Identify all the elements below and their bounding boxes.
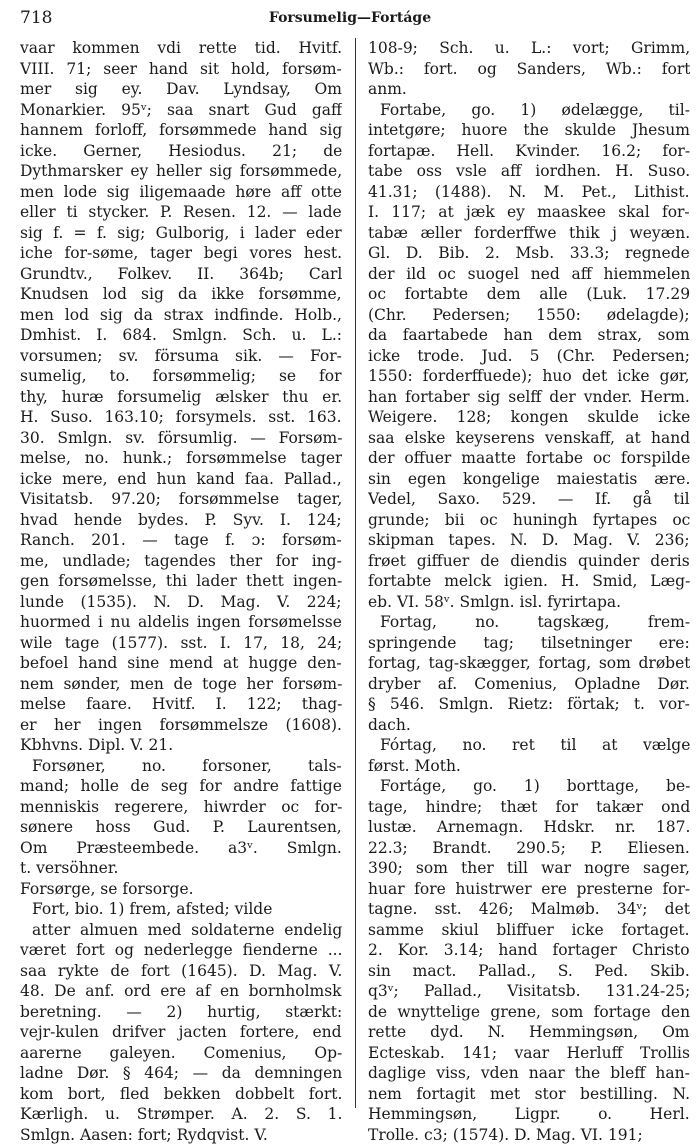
text-line: grunde; bii oc huningh fyrtapes oc	[368, 510, 690, 531]
text-line: vaar kommen vdi rette tid. Hvitf.	[20, 38, 342, 59]
text-line: huar fore huistrwer ere presterne for-	[368, 879, 690, 900]
text-line: icke mere, end hun kand faa. Pallad.,	[20, 469, 342, 490]
text-line: lunde (1535). N. D. Mag. V. 224;	[20, 592, 342, 613]
text-line: VIII. 71; seer hand sit hold, forsøm-	[20, 59, 342, 80]
text-line: tabe oss vsle aff iordhen. H. Suso.	[368, 161, 690, 182]
text-line: Grundtv., Folkev. II. 364b; Carl	[20, 264, 342, 285]
text-line: § 546. Smlgn. Rietz: förtak; t. vor-	[368, 694, 690, 715]
text-line: saa rykte de fort (1645). D. Mag. V.	[20, 961, 342, 982]
text-line: er her ingen forsømmelsze (1608).	[20, 715, 342, 736]
running-title: Forsumelig—Fortáge	[20, 10, 680, 26]
text-line: Hemmingsøn, Ligpr. o. Herl.	[368, 1104, 690, 1125]
text-line: frøet giffuer de diendis quinder deris	[368, 551, 690, 572]
text-line: Fórtag, no. ret til at vælge	[368, 735, 690, 756]
text-line: saa elske keyserens venskaff, at hand	[368, 428, 690, 449]
text-line: thy, huræ forsumelig ælsker thu er.	[20, 387, 342, 408]
text-line: dryber af. Comenius, Opladne Dør.	[368, 674, 690, 695]
text-line: Fortag, no. tagskæg, frem-	[368, 612, 690, 633]
text-line: Ranch. 201. — tage f. ɔ: forsøm-	[20, 530, 342, 551]
text-line: Fortáge, go. 1) borttage, be-	[368, 776, 690, 797]
text-line: men lode sig iligemaade høre aff otte	[20, 182, 342, 203]
text-line: eller ti stycker. P. Resen. 12. — lade	[20, 202, 342, 223]
text-line: 22.3; Brandt. 290.5; P. Eliesen.	[368, 838, 690, 859]
left-column	[20, 38, 342, 1145]
text-line: eb. VI. 58ᵛ. Smlgn. isl. fyrirtapa.	[368, 592, 690, 613]
text-line: 41.31; (1488). N. M. Pet., Lithist.	[368, 182, 690, 203]
text-line: hannem forloff, forsømmede hand sig	[20, 120, 342, 141]
text-line: rette dyd. N. Hemmingsøn, Om	[368, 1022, 690, 1043]
text-line: nem fortagit met stor bestilling. N.	[368, 1084, 690, 1105]
text-line: ladne Dør. § 464; — da demningen	[20, 1063, 342, 1084]
text-line: Forsørge, se forsorge.	[20, 879, 342, 900]
text-line: menniskis regerere, hiwrder oc for-	[20, 797, 342, 818]
text-line: me, undlade; tagendes ther for ing-	[20, 551, 342, 572]
text-line: tagne. sst. 426; Malmøb. 34ᵛ; det	[368, 899, 690, 920]
text-line: gen forsømelsse, thi lader thett ingen-	[20, 571, 342, 592]
text-line: Forsøner, no. forsoner, tals-	[20, 756, 342, 777]
text-line: Dmhist. I. 684. Smlgn. Sch. u. L.:	[20, 325, 342, 346]
text-line: fortabte melck igien. H. Smid, Læg-	[368, 571, 690, 592]
text-line: sønere hoss Gud. P. Laurentsen,	[20, 817, 342, 838]
text-line: vejr-kulen drifver jacten fortere, end	[20, 1022, 342, 1043]
text-line: melse faare. Hvitf. I. 122; thag-	[20, 694, 342, 715]
text-line: Om Præsteembede. a3ᵛ. Smlgn.	[20, 838, 342, 859]
text-line: Fortabe, go. 1) ødelægge, til-	[368, 100, 690, 121]
text-line: 390; som ther till war nogre sager,	[368, 858, 690, 879]
text-line: Monarkier. 95ᵛ; saa snart Gud gaff	[20, 100, 342, 121]
text-line: hvad hende bydes. P. Syv. I. 124;	[20, 510, 342, 531]
text-line: han fortaber sig selff der vnder. Herm.	[368, 387, 690, 408]
text-line: fortapæ. Hell. Kvinder. 16.2; for-	[368, 141, 690, 162]
page-number: 718	[20, 8, 52, 28]
text-line: der ild oc suogel ned aff hiemmelen	[368, 264, 690, 285]
text-line: tage, hindre; thæt for takær ond	[368, 797, 690, 818]
text-line: Visitatsb. 97.20; forsømmelse tager,	[20, 489, 342, 510]
text-line: melse, no. hunk.; forsømmelse tager	[20, 448, 342, 469]
text-line: befoel hand sine mend at hugge den-	[20, 653, 342, 674]
text-line: mand; holle de seg for andre fattige	[20, 776, 342, 797]
text-line: Kbhvns. Dipl. V. 21.	[20, 735, 342, 756]
text-line: lustæ. Arnemagn. Hdskr. nr. 187.	[368, 817, 690, 838]
text-line: anm.	[368, 79, 690, 100]
text-line: sig f. = f. sig; Gulborig, i lader eder	[20, 223, 342, 244]
right-column	[368, 38, 690, 1145]
text-line: Vedel, Saxo. 529. — If. gå til	[368, 489, 690, 510]
text-line: t. versöhner.	[20, 858, 342, 879]
text-line: 108-9; Sch. u. L.: vort; Grimm,	[368, 38, 690, 59]
text-line: Smlgn. Aasen: fort; Rydqvist. V.	[20, 1125, 342, 1145]
column-divider	[355, 38, 356, 1108]
text-line: Dythmarsker ey heller sig forsømmede,	[20, 161, 342, 182]
page-header	[20, 8, 680, 32]
text-line: først. Moth.	[368, 756, 690, 777]
text-line: Kærligh. u. Strømper. A. 2. S. 1.	[20, 1104, 342, 1125]
text-line: dach.	[368, 715, 690, 736]
text-line: I. 117; at jæk ey maaskee skal for-	[368, 202, 690, 223]
text-line: sumelig, to. forsømmelig; se for	[20, 366, 342, 387]
text-line: Knudsen lod sig da ikke forsømme,	[20, 284, 342, 305]
text-line: (Chr. Pedersen; 1550: ødelagde);	[368, 305, 690, 326]
text-line: daglige viss, vden naar the bleff han-	[368, 1063, 690, 1084]
text-line: oc fortabte dem alle (Luk. 17.29	[368, 284, 690, 305]
text-line: tabæ æller forderffwe thik j weyæn.	[368, 223, 690, 244]
text-line: skipman tapes. N. D. Mag. V. 236;	[368, 530, 690, 551]
text-line: icke trode. Jud. 5 (Chr. Pedersen;	[368, 346, 690, 367]
text-line: 30. Smlgn. sv. försumlig. — Forsøm-	[20, 428, 342, 449]
text-line: 2. Kor. 3.14; hand fortager Christo	[368, 940, 690, 961]
text-line: fortag, tag-skægger, fortag, som drøbet	[368, 653, 690, 674]
text-line: wile tage (1577). sst. I. 17, 18, 24;	[20, 633, 342, 654]
text-line: iche for-søme, tager begi vores hest.	[20, 243, 342, 264]
text-line: intetgøre; huore the skulde Jhesum	[368, 120, 690, 141]
text-line: nem sønder, men de toge her forsøm-	[20, 674, 342, 695]
text-line: atter almuen med soldaterne endelig	[20, 920, 342, 941]
text-line: 1550: forderffuede); huo det icke gør,	[368, 366, 690, 387]
text-line: Wb.: fort. og Sanders, Wb.: fort	[368, 59, 690, 80]
text-line: mer sig ey. Dav. Lyndsay, Om	[20, 79, 342, 100]
text-line: q3ᵛ; Pallad., Visitatsb. 131.24-25;	[368, 981, 690, 1002]
text-line: beretning. — 2) hurtig, stærkt:	[20, 1002, 342, 1023]
text-line: Fort, bio. 1) frem, afsted; vilde	[20, 899, 342, 920]
text-line: sin egen kongelige maiestatis ære.	[368, 469, 690, 490]
text-line: men lod sig da strax indfinde. Holb.,	[20, 305, 342, 326]
text-line: sin mact. Pallad., S. Ped. Skib.	[368, 961, 690, 982]
text-line: 48. De anf. ord ere af en bornholmsk	[20, 981, 342, 1002]
text-line: icke. Gerner, Hesiodus. 21; de	[20, 141, 342, 162]
text-line: samme skiul bliffuer icke fortaget.	[368, 920, 690, 941]
text-line: kom bort, fled bekken dobbelt fort.	[20, 1084, 342, 1105]
text-line: huormed i nu aldelis ingen forsømelsse	[20, 612, 342, 633]
text-line: vorsumen; sv. försuma sik. — For-	[20, 346, 342, 367]
text-line: Gl. D. Bib. 2. Msb. 33.3; regnede	[368, 243, 690, 264]
text-line: H. Suso. 163.10; forsymels. sst. 163.	[20, 407, 342, 428]
text-line: de wnyttelige grene, som fortage den	[368, 1002, 690, 1023]
text-line: springende tag; tilsetninger ere:	[368, 633, 690, 654]
text-line: Ecteskab. 141; vaar Herluff Trollis	[368, 1043, 690, 1064]
text-line: Weigere. 128; kongen skulde icke	[368, 407, 690, 428]
text-line: aarerne galeyen. Comenius, Op-	[20, 1043, 342, 1064]
text-line: Trolle. c3; (1574). D. Mag. VI. 191;	[368, 1125, 690, 1145]
text-line: da faartabede han dem strax, som	[368, 325, 690, 346]
text-line: der offuer maatte fortabe oc forspilde	[368, 448, 690, 469]
text-line: været fort og nederlegge fienderne ...	[20, 940, 342, 961]
